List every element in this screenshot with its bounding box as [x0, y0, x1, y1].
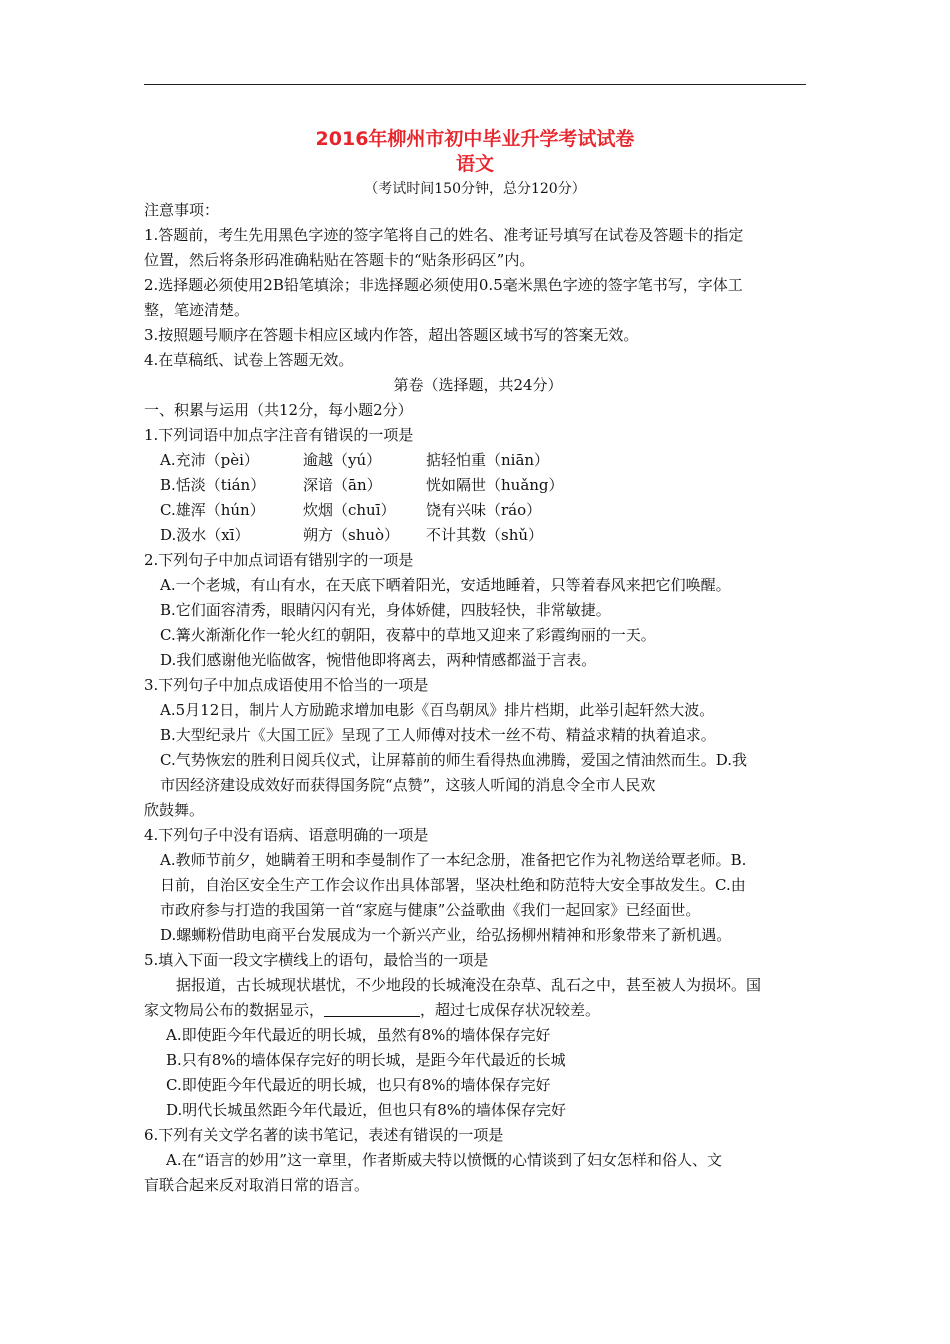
- q3-line: A.5月12日，制片人方励跪求增加电影《百鸟朝凤》排片档期，此举引起轩然大波。: [160, 701, 715, 719]
- q4-line: 日前，自治区安全生产工作会议作出具体部署，坚决杜绝和防范特大安全事故发生。C.由: [160, 876, 746, 894]
- title-block: [144, 126, 806, 201]
- header-rule: [144, 84, 806, 85]
- q1-option-word: 炊烟（chuī）: [303, 501, 396, 519]
- q1-option-word: 饶有兴味（ráo）: [426, 501, 542, 519]
- q1-option-word: D.汲水（xī）: [160, 526, 250, 544]
- q3-line: B.大型纪录片《大国工匠》呈现了工人师傅对技术一丝不苟、精益求精的执着追求。: [160, 726, 716, 744]
- q1-option-row: [144, 448, 812, 473]
- q1-stem: 1.下列词语中加点字注音有错误的一项是: [144, 426, 414, 444]
- q1-option-row: [144, 473, 812, 498]
- q1-option-row: [144, 523, 812, 548]
- notes-line: 位置，然后将条形码准确粘贴在答题卡的“贴条形码区”内。: [144, 251, 535, 269]
- q1-option-word: 逾越（yú）: [303, 451, 382, 469]
- notes-line: 3.按照题号顺序在答题卡相应区域内作答，超出答题区域书写的答案无效。: [144, 326, 639, 344]
- q4-line: D.螺蛳粉借助电商平台发展成为一个新兴产业，给弘扬柳州精神和形象带来了新机遇。: [160, 926, 732, 944]
- notes-line: 整，笔迹清楚。: [144, 301, 250, 319]
- q2-stem: 2.下列句子中加点词语有错别字的一项是: [144, 551, 414, 569]
- q3-line: C.气势恢宏的胜利日阅兵仪式，让屏幕前的师生看得热血沸腾，爱国之情油然而生。D.我: [160, 751, 747, 769]
- notes-line: 1.答题前，考生先用黑色字迹的签字笔将自己的姓名、准考证号填写在试卷及答题卡的指定: [144, 226, 744, 244]
- part-heading: 一、积累与运用（共12分，每小题2分）: [144, 401, 413, 419]
- q5-passage: [144, 998, 812, 1023]
- q4-stem: 4.下列句子中没有语病、语意明确的一项是: [144, 826, 429, 844]
- q5-passage-text: 家文物局公布的数据显示，: [144, 1001, 325, 1019]
- q3-stem: 3.下列句子中加点成语使用不恰当的一项是: [144, 676, 429, 694]
- subject-title: 语文: [455, 153, 494, 175]
- q1-option-word: A.充沛（pèi）: [160, 451, 259, 469]
- q5-option: D.明代长城虽然距今年代最近，但也只有8%的墙体保存完好: [166, 1101, 567, 1119]
- exam-title: 2016年柳州市初中毕业升学考试试卷: [315, 128, 635, 150]
- q3-line: 欣鼓舞。: [144, 801, 205, 819]
- exam-body: [144, 198, 812, 1198]
- q2-option: C.篝火渐渐化作一轮火红的朝阳，夜幕中的草地又迎来了彩霞绚丽的一天。: [160, 626, 656, 644]
- q6-line: A.在“语言的妙用”这一章里，作者斯威夫特以愤慨的心情谈到了妇女怎样和俗人、文: [166, 1151, 722, 1169]
- notes-heading: 注意事项：: [144, 201, 220, 219]
- q1-option-word: 不计其数（shǔ）: [426, 526, 544, 544]
- q5-option: B.只有8%的墙体保存完好的明长城，是距今年代最近的长城: [166, 1051, 566, 1069]
- notes-line: 4.在草稿纸、试卷上答题无效。: [144, 351, 354, 369]
- q3-line: 市因经济建设成效好而获得国务院“点赞”，这骇人听闻的消息令全市人民欢: [160, 776, 656, 794]
- q4-line: 市政府参与打造的我国第一首“家庭与健康”公益歌曲《我们一起回家》已经面世。: [160, 901, 701, 919]
- q2-option: A.一个老城，有山有水，在天底下晒着阳光，安适地睡着，只等着春风来把它们唤醒。: [160, 576, 731, 594]
- notes-line: 2.选择题必须使用2B铅笔填涂；非选择题必须使用0.5毫米黑色字迹的签字笔书写，字体工: [144, 276, 743, 294]
- q2-option: B.它们面容清秀，眼睛闪闪有光，身体娇健，四肢轻快，非常敏捷。: [160, 601, 611, 619]
- q1-option-word: 掂轻怕重（niān）: [426, 451, 550, 469]
- q4-line: A.教师节前夕，她瞒着王明和李曼制作了一本纪念册，准备把它作为礼物送给覃老师。B.: [160, 851, 747, 869]
- q1-option-word: C.雄浑（hún）: [160, 501, 265, 519]
- exam-time: （考试时间150分钟，总分120分）: [364, 181, 586, 197]
- q5-passage-text: ，超过七成保存状况较差。: [420, 1001, 601, 1019]
- q1-option-word: 朔方（shuò）: [303, 526, 400, 544]
- q5-option: C.即使距今年代最近的明长城，也只有8%的墙体保存完好: [166, 1076, 551, 1094]
- fill-blank: [324, 1000, 420, 1017]
- q1-option-word: 深谙（ān）: [303, 476, 382, 494]
- q1-option-row: [144, 498, 812, 523]
- q5-option: A.即使距今年代最近的明长城，虽然有8%的墙体保存完好: [166, 1026, 551, 1044]
- q6-line: 盲联合起来反对取消日常的语言。: [144, 1176, 370, 1194]
- q1-option-word: 恍如隔世（huǎng）: [426, 476, 564, 494]
- section-title: 第卷（选择题，共24分）: [393, 376, 563, 394]
- q2-option: D.我们感谢他光临做客，惋惜他即将离去，两种情感都溢于言表。: [160, 651, 597, 669]
- q5-stem: 5.填入下面一段文字横线上的语句，最恰当的一项是: [144, 951, 489, 969]
- q5-passage: 据报道，古长城现状堪忧，不少地段的长城淹没在杂草、乱石之中，甚至被人为损坏。国: [176, 976, 762, 994]
- q1-option-word: B.恬淡（tián）: [160, 476, 266, 494]
- q6-stem: 6.下列有关文学名著的读书笔记，表述有错误的一项是: [144, 1126, 504, 1144]
